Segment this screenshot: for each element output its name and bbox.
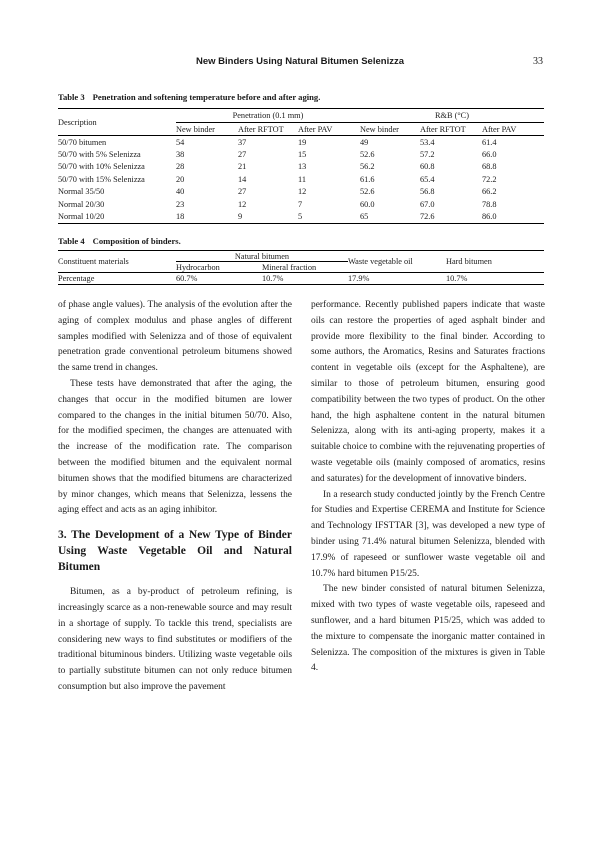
cell: 23 bbox=[176, 199, 185, 209]
table-row bbox=[58, 148, 544, 160]
table-row bbox=[58, 186, 544, 198]
cell: 7 bbox=[298, 199, 303, 209]
subheader: After PAV bbox=[298, 123, 360, 136]
row-label: 50/70 with 10% Selenizza bbox=[58, 162, 145, 172]
rb-group-header: R&B (°C) bbox=[360, 109, 544, 123]
cell: 5 bbox=[298, 210, 360, 223]
constituent-header: Constituent materials bbox=[58, 251, 176, 273]
subheader: After RFTOT bbox=[420, 123, 482, 136]
cell: 12 bbox=[238, 199, 247, 209]
cell: 54 bbox=[176, 137, 185, 147]
subheader: After PAV bbox=[482, 123, 544, 136]
cell: 21 bbox=[238, 162, 247, 172]
cell: 17.9% bbox=[348, 273, 446, 285]
cell: 56.2 bbox=[360, 162, 375, 172]
mineral-header: Mineral fraction bbox=[262, 262, 348, 273]
table-row bbox=[58, 198, 544, 210]
cell: 67.0 bbox=[420, 199, 435, 209]
cell: 11 bbox=[298, 174, 306, 184]
cell: 9 bbox=[238, 210, 298, 223]
paragraph: These tests have demonstrated that after the aging, the changes that occur in the modified bitumen are lower compared to the changes in the initial bitumen 50/70. Also, for the modified specimen, the changes are attenuated with the increase of the modification rate. The comparison between the modified bitumen and the equivalent normal bitumen shows that the modified bitumens are characterized by minor changes, which means that Selenizza, lessens the aging effect and acts as an aging inhibitor. bbox=[58, 378, 292, 516]
cell: 72.6 bbox=[420, 210, 482, 223]
subheader: After RFTOT bbox=[238, 123, 298, 136]
cell: 27 bbox=[238, 187, 247, 197]
waste-oil-header: Waste vegetable oil bbox=[348, 251, 446, 273]
cell: 10.7% bbox=[262, 273, 348, 285]
table-row bbox=[58, 210, 544, 223]
cell: 68.8 bbox=[482, 162, 497, 172]
table-row bbox=[58, 161, 544, 173]
cell: 61.4 bbox=[482, 137, 497, 147]
table4-label: Table 4 bbox=[58, 236, 85, 246]
paragraph: Bitumen, as a by-product of petroleum refining, is increasingly scarce as a non-renewable source and may result in a shortage of supply. To tackle this trend, specialists are considering new ways to find substitutes or modifiers of the traditional bituminous binders. Utilizing waste vegetable oils to partially substitute bitumen can not only reduce bitumen consumption but also improve the pavement bbox=[58, 587, 292, 692]
cell: 60.0 bbox=[360, 199, 375, 209]
table-row bbox=[58, 136, 544, 149]
running-title: New Binders Using Natural Bitumen Selenizza bbox=[196, 56, 404, 67]
hydrocarbon-header: Hydrocarbon bbox=[176, 262, 262, 273]
cell: 52.6 bbox=[360, 187, 375, 197]
penetration-group-header: Penetration (0.1 mm) bbox=[176, 109, 360, 123]
cell: 37 bbox=[238, 137, 247, 147]
cell: 15 bbox=[298, 150, 307, 160]
description-header: Description bbox=[58, 109, 176, 136]
row-label: Normal 35/50 bbox=[58, 187, 105, 197]
running-header bbox=[0, 56, 600, 70]
cell: 10.7% bbox=[446, 273, 544, 285]
table4-caption-text: Composition of binders. bbox=[92, 236, 181, 246]
cell: 19 bbox=[298, 137, 307, 147]
cell: 40 bbox=[176, 187, 185, 197]
row-label: Normal 20/30 bbox=[58, 199, 105, 209]
row-label: Normal 10/20 bbox=[58, 210, 176, 223]
right-column bbox=[311, 298, 545, 677]
table3-caption bbox=[58, 92, 320, 102]
cell: 78.8 bbox=[482, 199, 497, 209]
table4-caption bbox=[58, 236, 181, 246]
cell: 86.0 bbox=[482, 210, 544, 223]
subheader: New binder bbox=[176, 123, 238, 136]
cell: 72.2 bbox=[482, 174, 497, 184]
cell: 57.2 bbox=[420, 150, 435, 160]
cell: 65.4 bbox=[420, 174, 435, 184]
cell: 52.6 bbox=[360, 150, 375, 160]
row-label: 50/70 with 5% Selenizza bbox=[58, 150, 141, 160]
cell: 13 bbox=[298, 162, 307, 172]
page-number: 33 bbox=[533, 56, 543, 67]
cell: 56.8 bbox=[420, 187, 435, 197]
cell: 66.2 bbox=[482, 187, 497, 197]
cell: 18 bbox=[176, 210, 238, 223]
paragraph: In a research study conducted jointly by the French Centre for Studies and Expertise CEREMA and Institute for Science and Technology IFSTTAR [3], was developed a new type of binder using 71.4% natural bitumen Selenizza, blended with 17.9% of rapeseed or sunflower waste vegetable oil and 10.7% hard bitumen P15/25. bbox=[311, 489, 545, 579]
row-label: Percentage bbox=[58, 273, 176, 285]
table3-label: Table 3 bbox=[58, 92, 85, 102]
cell: 60.8 bbox=[420, 162, 435, 172]
cell: 12 bbox=[298, 187, 307, 197]
cell: 49 bbox=[360, 137, 369, 147]
section-heading: 3. The Development of a New Type of Binder Using Waste Vegetable Oil and Natural Bitumen bbox=[58, 529, 292, 574]
paragraph: of phase angle values). The analysis of the evolution after the aging of complex modulus and phase angles of different samples modified with Selenizza and of those of equivalent penetration grade conventional petroleum bitumens showed the same trend in changes. bbox=[58, 300, 292, 374]
natural-bitumen-header: Natural bitumen bbox=[176, 251, 348, 262]
table4 bbox=[58, 250, 544, 285]
cell: 53.4 bbox=[420, 137, 435, 147]
table-row bbox=[58, 173, 544, 185]
table-row bbox=[58, 273, 544, 285]
cell: 28 bbox=[176, 162, 185, 172]
left-column bbox=[58, 298, 292, 696]
row-label: 50/70 with 15% Selenizza bbox=[58, 174, 145, 184]
row-label: 50/70 bitumen bbox=[58, 137, 107, 147]
cell: 27 bbox=[238, 150, 247, 160]
hard-bitumen-header: Hard bitumen bbox=[446, 251, 544, 273]
table3 bbox=[58, 108, 544, 224]
cell: 60.7% bbox=[176, 273, 262, 285]
cell: 66.0 bbox=[482, 150, 497, 160]
table3-caption-text: Penetration and softening temperature before and after aging. bbox=[92, 92, 321, 102]
paragraph: The new binder consisted of natural bitumen Selenizza, mixed with two types of waste vegetable oils, rapeseed and sunflower, and a hard bitumen P15/25, which was added to the mixture to compensate the inorganic matter contained in Selenizza. The composition of the mixtures is given in Table 4. bbox=[311, 584, 545, 674]
subheader: New binder bbox=[360, 123, 420, 136]
cell: 14 bbox=[238, 174, 247, 184]
cell: 38 bbox=[176, 150, 185, 160]
cell: 20 bbox=[176, 174, 185, 184]
cell: 65 bbox=[360, 210, 420, 223]
paragraph: performance. Recently published papers indicate that waste oils can restore the properties of aged asphalt binder and provide more flexibility to the final binder. According to some authors, the Aromatics, Resins and Saturates fractions content in vegetable oils (except for the Asphaltene), are similar to those of petroleum bitumen, ensuring good compatibility between the two types of product. On the other hand, the high asphaltene content in the natural bitumen Selenizza, along with its anti-aging property, makes it a suitable choice to combine with the rejuvenating properties of waste vegetable oils (mainly composed of aromatics, resins and saturates) for the development of innovative binders. bbox=[311, 300, 545, 484]
cell: 61.6 bbox=[360, 174, 375, 184]
